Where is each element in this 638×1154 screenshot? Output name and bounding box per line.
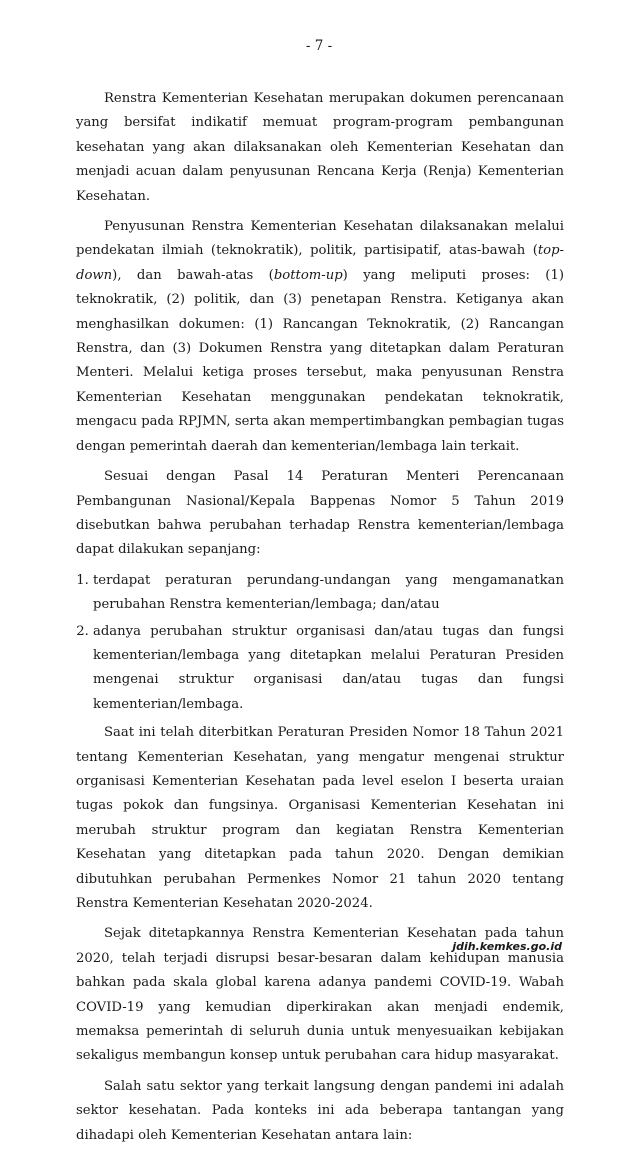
paragraph-1: Renstra Kementerian Kesehatan merupakan dokumen perencanaan yang bersifat indikatif memuat program-program pembangunan kesehatan yang akan dilaksanakan oleh Kementerian Kesehatan dan menjadi acuan dalam penyusunan Rencana Kerja (Renja) Kementerian Kesehatan. xyxy=(76,91,564,204)
paragraph-2-text-c: ), dan bawah-atas ( xyxy=(112,267,274,283)
paragraph-2-italic-bottom-up: bottom-up xyxy=(273,267,343,283)
footer-url: jdih.kemkes.go.id xyxy=(452,940,562,953)
list-item: 2. adanya perubahan struktur organisasi dan/atau tugas dan fungsi kementerian/lembaga yang ditetapkan melalui Peraturan Presiden mengenai struktur organisasi dan/atau tugas dan fungsi kementerian/lembaga. xyxy=(93,620,564,718)
paragraph-2-text-a: Penyusunan Renstra Kementerian Kesehatan dilaksanakan melalui pendekatan ilmiah (teknokratik), politik, partisipatif, atas-bawah ( xyxy=(76,219,564,259)
paragraph-2-text-e: ) yang meliputi proses: (1) teknokratik, (2) politik, dan (3) penetapan Renstra. Ketiganya akan menghasilkan dokumen: (1) Rancangan Teknokratik, (2) Rancangan Renstra, dan (3) Dokumen Renstra yang ditetapkan dalam Peraturan Menteri. Melalui ketiga proses tersebut, maka penyusunan Renstra Kementerian Kesehatan menggunakan pendekatan teknokratik, mengacu pada RPJMN, serta akan mempertimbangkan pembagian tugas dengan pemerintah daerah dan kementerian/lembaga lain terkait. xyxy=(76,267,564,454)
paragraph-3: Sesuai dengan Pasal 14 Peraturan Menteri Perencanaan Pembangunan Nasional/Kepala Bappenas Nomor 5 Tahun 2019 disebutkan bahwa perubahan terhadap Renstra kementerian/lembaga dapat dilakukan sepanjang: xyxy=(76,469,564,558)
condition-list xyxy=(76,569,564,717)
paragraph-6: Salah satu sektor yang terkait langsung dengan pandemi ini adalah sektor kesehatan. Pada konteks ini ada beberapa tantangan yang dihadapi oleh Kementerian Kesehatan antara lain: xyxy=(76,1078,564,1143)
paragraph-2-italic-top-down: top-down xyxy=(76,243,564,283)
paragraph-4: Saat ini telah diterbitkan Peraturan Presiden Nomor 18 Tahun 2021 tentang Kementerian Kesehatan, yang mengatur mengenai struktur organisasi Kementerian Kesehatan pada level eselon I beserta uraian tugas pokok dan fungsinya. Organisasi Kementerian Kesehatan ini merubah struktur program dan kegiatan Renstra Kementerian Kesehatan yang ditetapkan pada tahun 2020. Dengan demikian dibutuhkan perubahan Permenkes Nomor 21 tahun 2020 tentang Renstra Kementerian Kesehatan 2020-2024. xyxy=(76,725,564,911)
paragraph-2 xyxy=(76,215,564,459)
paragraph-5: Sejak ditetapkannya Renstra Kementerian Kesehatan pada tahun 2020, telah terjadi disrupsi besar-besaran dalam kehidupan manusia bahkan pada skala global karena adanya pandemi COVID-19. Wabah COVID-19 yang kemudian diperkirakan akan menjadi endemik, memaksa pemerintah di seluruh dunia untuk menyesuaikan kebijakan sekaligus membangun konsep untuk perubahan cara hidup masyarakat. xyxy=(76,926,564,1064)
list-item: 1. terdapat peraturan perundang-undangan yang mengamanatkan perubahan Renstra kementerian/lembaga; dan/atau xyxy=(93,569,564,618)
document-body xyxy=(76,87,564,1154)
page-number: - 7 - xyxy=(305,38,333,54)
